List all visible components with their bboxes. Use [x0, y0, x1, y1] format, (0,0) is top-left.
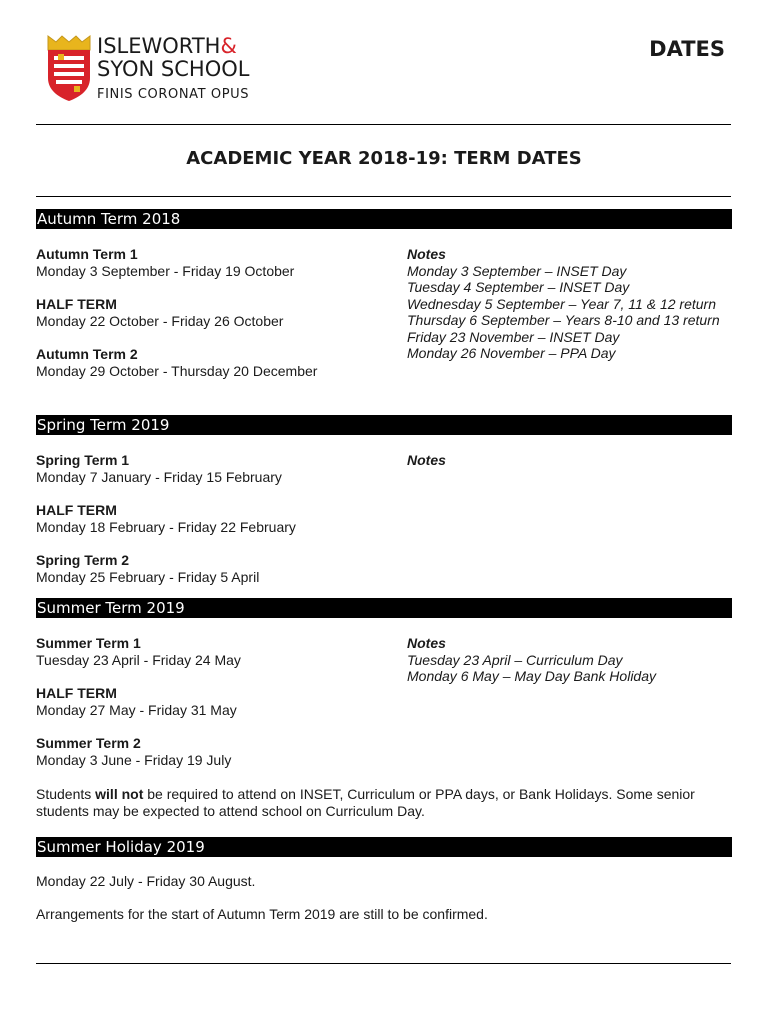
bottom-divider [36, 963, 731, 964]
term-block [36, 552, 386, 585]
note-item: Monday 26 November – PPA Day [407, 345, 616, 361]
term-block [36, 502, 386, 535]
page-title: ACADEMIC YEAR 2018-19: TERM DATES [186, 148, 582, 169]
school-name-line1: ISLEWORTH [97, 34, 221, 58]
term-block-dates: Monday 3 June - Friday 19 July [36, 751, 232, 768]
term-block-dates: Monday 7 January - Friday 15 February [36, 468, 282, 485]
term-block [36, 346, 386, 379]
note-item: Friday 23 November – INSET Day [407, 328, 620, 345]
term-block [36, 246, 386, 279]
school-name-line2: SYON SCHOOL [97, 57, 250, 81]
term-block-dates: Monday 3 September - Friday 19 October [36, 262, 295, 279]
term-block [36, 452, 386, 485]
term-block-dates: Monday 29 October - Thursday 20 December [36, 362, 318, 379]
term-block-dates: Monday 18 February - Friday 22 February [36, 518, 296, 535]
summer-term-dates [36, 635, 386, 785]
term-block-title: Autumn Term 1 [36, 246, 138, 262]
term-block-dates: Monday 25 February - Friday 5 April [36, 568, 260, 585]
school-name [97, 35, 249, 106]
term-block-title: Autumn Term 2 [36, 346, 138, 362]
top-divider [36, 124, 731, 125]
note-item: Thursday 6 September – Years 8-10 and 13 return [407, 312, 720, 328]
attendance-note [36, 786, 736, 820]
attendance-text-start: Students [36, 786, 96, 802]
term-block [36, 685, 386, 718]
spring-notes [407, 452, 727, 469]
autumn-term-heading: Autumn Term 2018 [36, 209, 732, 229]
notes-title: Notes [407, 246, 446, 262]
term-block-title: Spring Term 2 [36, 552, 130, 568]
term-block-title: Spring Term 1 [36, 452, 130, 468]
term-block-title: Summer Term 2 [36, 735, 141, 751]
term-block-dates: Monday 22 October - Friday 26 October [36, 312, 284, 329]
autumn-2019-arrangements: Arrangements for the start of Autumn Term 2019 are still to be confirmed. [36, 906, 488, 922]
note-item: Monday 6 May – May Day Bank Holiday [407, 668, 656, 684]
note-item: Tuesday 4 September – INSET Day [407, 279, 630, 295]
autumn-term-dates [36, 246, 386, 396]
note-item: Tuesday 23 April – Curriculum Day [407, 651, 623, 668]
title-divider [36, 196, 731, 197]
holiday-dates: Monday 22 July - Friday 30 August. [36, 873, 256, 889]
attendance-emphasis: will not [95, 786, 144, 802]
term-block-title: HALF TERM [36, 502, 117, 518]
term-block [36, 735, 386, 768]
school-crest-logo [46, 34, 92, 102]
note-item: Monday 3 September – INSET Day [407, 262, 627, 279]
term-block [36, 296, 386, 329]
spring-term-dates [36, 452, 386, 602]
term-block-dates: Tuesday 23 April - Friday 24 May [36, 651, 241, 668]
school-name-ampersand: & [220, 34, 237, 58]
term-block-title: HALF TERM [36, 296, 117, 312]
note-item: Wednesday 5 September – Year 7, 11 & 12 return [407, 295, 716, 312]
school-motto: FINIS CORONAT OPUS [97, 87, 250, 102]
summer-term-heading: Summer Term 2019 [36, 598, 732, 618]
term-block-title: HALF TERM [36, 685, 117, 701]
summer-notes [407, 635, 727, 685]
summer-holiday-heading: Summer Holiday 2019 [36, 837, 732, 857]
term-block-dates: Monday 27 May - Friday 31 May [36, 701, 237, 718]
term-block [36, 635, 386, 668]
spring-term-heading: Spring Term 2019 [36, 415, 732, 435]
term-block-title: Summer Term 1 [36, 635, 141, 651]
notes-title: Notes [407, 635, 446, 651]
autumn-notes [407, 246, 727, 362]
notes-title: Notes [407, 452, 446, 468]
attendance-text-end: be required to attend on INSET, Curriculum or PPA days, or Bank Holidays. Some senior students may be expected to attend school on Curriculum Day. [36, 786, 695, 819]
page-label: DATES [649, 37, 725, 61]
